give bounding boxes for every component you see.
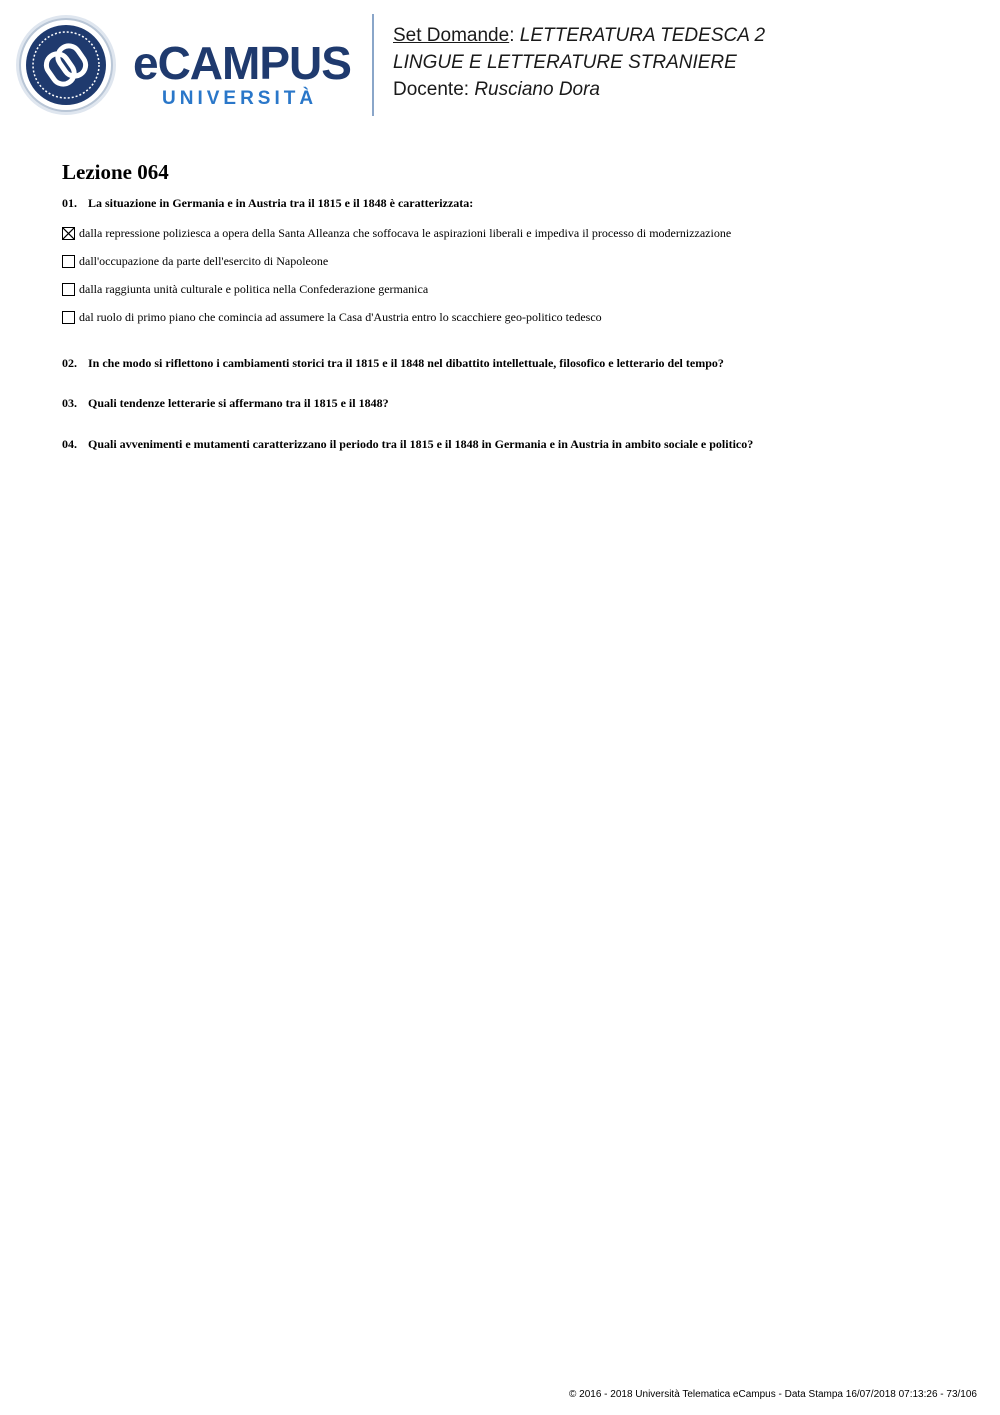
logo-wordmark: eCAMPUS [133,37,351,89]
page-header [0,0,1000,130]
empty-checkbox-icon[interactable] [62,311,75,324]
question-label: Quali avvenimenti e mutamenti caratterizzano il periodo tra il 1815 e il 1848 in Germania e in Austria in ambito sociale e politico? [88,437,754,451]
answer-option[interactable] [62,219,962,247]
answer-text: dal ruolo di primo piano che comincia ad assumere la Casa d'Austria entro lo scacchiere geo-politico tedesco [79,309,602,324]
question-number: 02. [62,356,77,370]
question-text [62,356,962,371]
checked-checkbox-icon[interactable] [62,227,75,240]
question-label: Quali tendenze letterarie si affermano tra il 1815 e il 1848? [88,396,389,410]
question-label: La situazione in Germania e in Austria tra il 1815 e il 1848 è caratterizzata: [88,196,474,210]
answer-text: dalla raggiunta unità culturale e politica nella Confederazione germanica [79,281,429,296]
header-divider [372,14,374,116]
teacher-name: Rusciano Dora [474,79,600,100]
empty-checkbox-icon[interactable] [62,255,75,268]
empty-checkbox-icon[interactable] [62,283,75,296]
answer-list [62,219,962,331]
logo-subtitle: UNIVERSITÀ [162,88,318,109]
question-3 [62,396,962,411]
question-number: 03. [62,396,77,410]
question-label: In che modo si riflettono i cambiamenti storici tra il 1815 e il 1848 nel dibattito intellettuale, filosofico e letterario del tempo? [88,356,724,370]
ecampus-seal-logo [15,14,117,116]
header-info [393,22,765,103]
set-separator: : [509,25,515,46]
question-4 [62,437,962,452]
answer-option[interactable] [62,303,962,331]
page-footer: © 2016 - 2018 Università Telematica eCampus - Data Stampa 16/07/2018 07:13:26 - 73/106 [569,1389,977,1400]
question-text [62,437,962,452]
question-number: 04. [62,437,77,451]
question-text [62,196,962,211]
course-name: LETTERATURA TEDESCA 2 [519,25,766,46]
answer-text: dalla repressione poliziesca a opera della Santa Alleanza che soffocava le aspirazioni liberali e impediva il processo di modernizzazione [79,225,732,240]
teacher-line [393,76,765,103]
question-1 [62,196,962,331]
answer-option[interactable] [62,275,962,303]
teacher-label: Docente: [393,79,470,100]
lesson-title: Lezione 064 [62,160,169,184]
question-number: 01. [62,196,77,210]
question-text [62,396,962,411]
set-label: Set Domande [393,25,510,46]
answer-text: dall'occupazione da parte dell'esercito di Napoleone [79,253,329,268]
program-name: LINGUE E LETTERATURE STRANIERE [393,52,737,73]
lesson-content [62,160,962,452]
question-2 [62,356,962,371]
set-line [393,22,765,49]
answer-option[interactable] [62,247,962,275]
